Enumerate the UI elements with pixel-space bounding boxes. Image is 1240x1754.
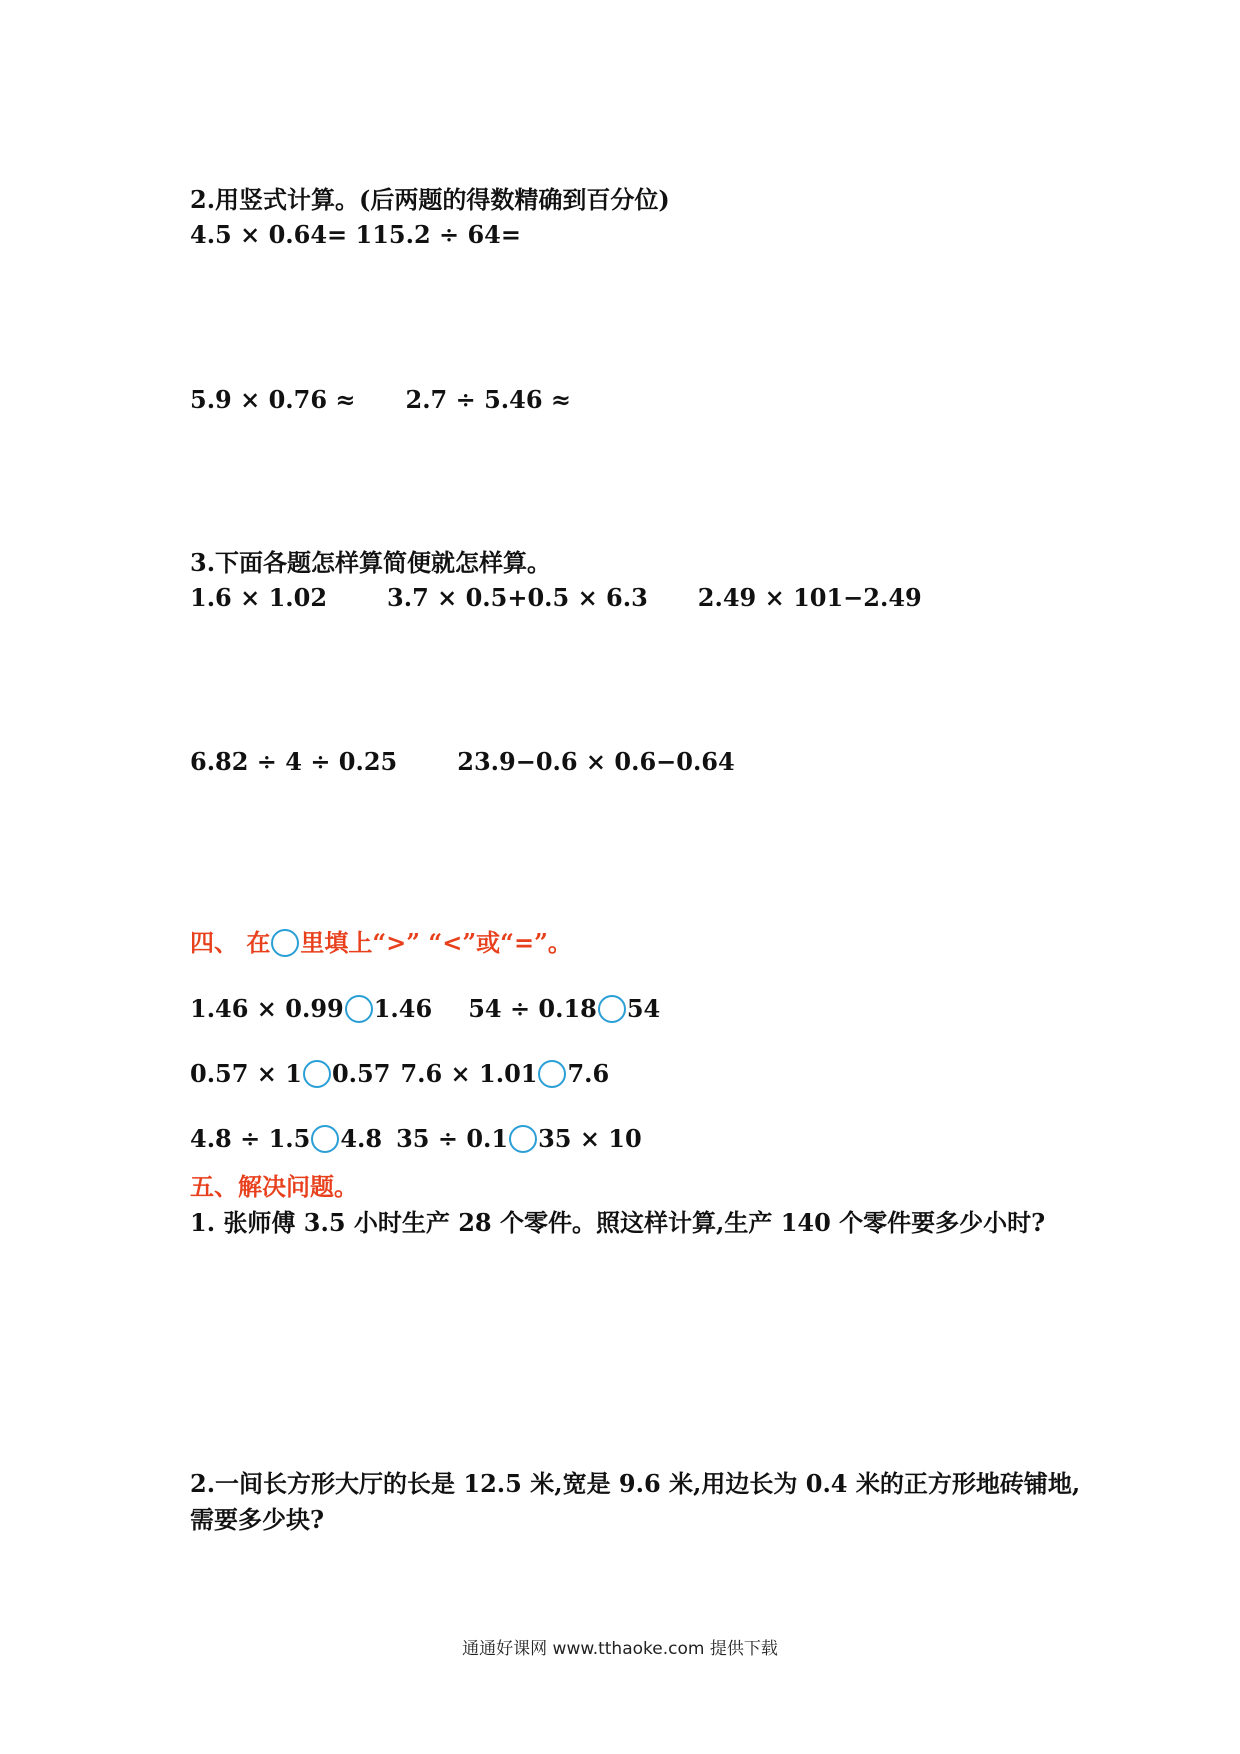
compare-row xyxy=(190,1124,642,1154)
compare-left: 54 ÷ 0.18 xyxy=(468,994,597,1023)
compare-left: 4.8 ÷ 1.5 xyxy=(190,1124,311,1153)
circle-icon xyxy=(271,929,299,957)
answer-circle[interactable] xyxy=(311,1125,339,1153)
compare-right: 0.57 xyxy=(331,1059,391,1088)
section3-row1 xyxy=(190,583,922,613)
section4-title xyxy=(190,928,572,958)
problem-text: 3.7 × 0.5+0.5 × 6.3 xyxy=(387,583,648,612)
section3-row2 xyxy=(190,747,735,777)
section5-title: 五、解决问题。 xyxy=(190,1172,358,1201)
section3-title: 3.下面各题怎样算简便就怎样算。 xyxy=(190,548,552,577)
compare-right: 1.46 xyxy=(373,994,433,1023)
compare-right: 4.8 xyxy=(340,1124,383,1153)
problem-text: 6.82 ÷ 4 ÷ 0.25 xyxy=(190,747,398,776)
answer-circle[interactable] xyxy=(345,995,373,1023)
answer-circle[interactable] xyxy=(598,995,626,1023)
section2-row2 xyxy=(190,385,571,415)
compare-left: 0.57 × 1 xyxy=(190,1059,302,1088)
answer-circle[interactable] xyxy=(538,1060,566,1088)
section4-title-suffix: 里填上“>” “<”或“=”。 xyxy=(300,928,572,957)
answer-circle[interactable] xyxy=(303,1060,331,1088)
problem-text: 23.9−0.6 × 0.6−0.64 xyxy=(457,747,735,776)
compare-left: 7.6 × 1.01 xyxy=(400,1059,538,1088)
compare-left: 35 ÷ 0.1 xyxy=(396,1124,509,1153)
problem-text: 5.9 × 0.76 ≈ xyxy=(190,385,356,414)
compare-row xyxy=(190,994,660,1024)
footer-credit: 通通好课网 www.tthaoke.com 提供下载 xyxy=(462,1639,778,1659)
compare-right: 7.6 xyxy=(567,1059,610,1088)
answer-circle[interactable] xyxy=(509,1125,537,1153)
question-2-line1: 2.一间长方形大厅的长是 12.5 米,宽是 9.6 米,用边长为 0.4 米的正方形地砖铺地, xyxy=(190,1469,1081,1498)
section2-row1: 4.5 × 0.64= 115.2 ÷ 64= xyxy=(190,220,521,249)
compare-right: 35 × 10 xyxy=(538,1124,642,1153)
compare-row xyxy=(190,1059,609,1089)
problem-text: 1.6 × 1.02 xyxy=(190,583,328,612)
compare-right: 54 xyxy=(626,994,661,1023)
question-2-line2: 需要多少块? xyxy=(190,1505,325,1534)
compare-left: 1.46 × 0.99 xyxy=(190,994,344,1023)
question-1: 1. 张师傅 3.5 小时生产 28 个零件。照这样计算,生产 140 个零件要多少小时? xyxy=(190,1208,1046,1237)
section2-title: 2.用竖式计算。(后两题的得数精确到百分位) xyxy=(190,185,670,214)
problem-text: 2.7 ÷ 5.46 ≈ xyxy=(405,385,571,414)
problem-text: 2.49 × 101−2.49 xyxy=(697,583,922,612)
section4-title-prefix: 四、 在 xyxy=(190,928,271,957)
